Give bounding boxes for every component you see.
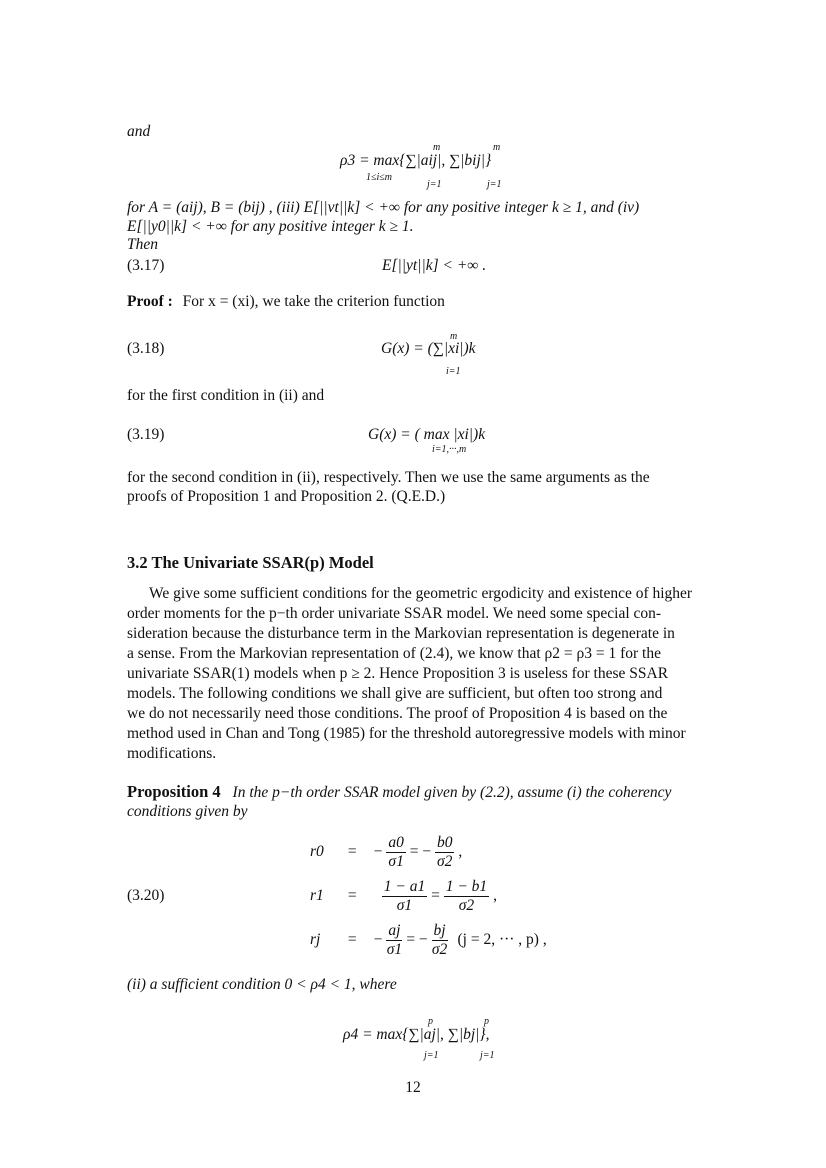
- proof-end-line-2: proofs of Proposition 1 and Proposition 2. (Q.E.D.): [127, 488, 446, 505]
- paragraph-line: models. The following conditions we shall give are sufficient, but often too strong and: [127, 685, 663, 702]
- section-heading: 3.2 The Univariate SSAR(p) Model: [127, 553, 374, 572]
- equation-3-20-row-1: r1 = $\frac{1 - a1}{\sigma 1}$ = $\frac{1 - b1}{\sigma 2}$ ,: [310, 878, 497, 914]
- text-between-equations: for the first condition in (ii) and: [127, 387, 325, 404]
- paragraph-line: We give some sufficient conditions for the geometric ergodicity and existence of higher: [149, 585, 693, 602]
- rho4-sum-top: p: [428, 1016, 433, 1027]
- fraction-b: $\frac{bj}{\sigma 2}$: [431, 922, 448, 958]
- equation-3-19: G(x) = ( max |xi|)k: [368, 426, 486, 443]
- proof-text: For x = (xi), we take the criterion function: [182, 293, 445, 310]
- equation-3-18: G(x) = (∑|xi|)k: [381, 340, 476, 357]
- sum-bottom-limit-2: j=1: [487, 179, 502, 190]
- sum-top-limit: m: [433, 142, 441, 153]
- rho4-sum-bottom-2: j=1: [480, 1050, 495, 1061]
- sum-bottom-limit: j=1: [427, 179, 442, 190]
- condition-line-1: for A = (aij), B = (bij) , (iii) E[||vt||k] < +∞ for any positive integer k ≥ 1, and (iv): [127, 199, 640, 216]
- eq318-sum-bottom: i=1: [446, 366, 461, 377]
- proof-label: Proof :: [127, 293, 173, 310]
- rho4-sum-bottom: j=1: [424, 1050, 439, 1061]
- equation-number-3-17: (3.17): [127, 257, 165, 274]
- proof-end-line-1: for the second condition in (ii), respectively. Then we use the same arguments as the: [127, 469, 650, 486]
- then-label: Then: [127, 236, 158, 253]
- fraction-b: $\frac{b0}{\sigma 2}$: [436, 834, 453, 870]
- page-number: 12: [405, 1079, 421, 1096]
- paragraph-line: order moments for the p−th order univariate SSAR model. We need some special con-: [127, 605, 662, 622]
- paragraph-line: modifications.: [127, 745, 217, 762]
- max-under-limit: 1≤i≤m: [366, 172, 392, 183]
- proposition-4-text: In the p−th order SSAR model given by (2.2), assume (i) the coherency: [232, 784, 672, 801]
- paragraph-line: we do not necessarily need those conditions. The proof of Proposition 4 is based on the: [127, 705, 668, 722]
- fraction-a: $\frac{1 - a1}{\sigma 1}$: [383, 878, 426, 914]
- eq319-max-under: i=1,···,m: [432, 444, 467, 455]
- equation-3-20-row-0: r0 = − $\frac{a0}{\sigma 1}$ = − $\frac{b0}{\sigma 2}$ ,: [310, 834, 463, 870]
- equation-number-3-19: (3.19): [127, 426, 165, 443]
- proposition-4-line-1: [127, 782, 671, 803]
- equation-3-20-row-2: rj = − $\frac{aj}{\sigma 1}$ = − $\frac{bj}{\sigma 2}$ (j = 2, ··· , p) ,: [310, 922, 547, 958]
- paragraph-line: method used in Chan and Tong (1985) for the threshold autoregressive models with minor: [127, 725, 686, 742]
- eq318-sum-top: m: [450, 331, 458, 342]
- paragraph-line: univariate SSAR(1) models when p ≥ 2. Hence Proposition 3 is useless for these SSAR: [127, 665, 669, 682]
- row-lhs: rj: [310, 931, 321, 949]
- row-rel: =: [347, 843, 357, 861]
- fraction-b: $\frac{1 - b1}{\sigma 2}$: [445, 878, 488, 914]
- condition-ii: (ii) a sufficient condition 0 < ρ4 < 1, where: [127, 976, 397, 993]
- fraction-a: $\frac{a0}{\sigma 1}$: [388, 834, 404, 870]
- condition-line-2: E[||y0||k] < +∞ for any positive integer k ≥ 1.: [127, 218, 414, 235]
- fraction-a: $\frac{aj}{\sigma 1}$: [386, 922, 403, 958]
- rho3-formula: ρ3 = max{∑|aij|, ∑|bij|}: [340, 152, 492, 169]
- proposition-4-line-2: conditions given by: [127, 803, 248, 820]
- equation-number-3-18: (3.18): [127, 340, 165, 357]
- section-paragraph: [127, 584, 757, 764]
- paragraph-line: sideration because the disturbance term in the Markovian representation is degenerate in: [127, 625, 675, 642]
- row-lhs: r1: [310, 887, 324, 905]
- equation-3-17: E[||yt||k] < +∞ .: [382, 257, 487, 274]
- proof-line: [127, 292, 445, 312]
- proposition-4-label: Proposition 4: [127, 782, 221, 801]
- row-rel: =: [347, 931, 357, 949]
- equation-number-3-20: (3.20): [127, 887, 165, 904]
- rho4-sum-top-2: p: [484, 1016, 489, 1027]
- row-rel: =: [347, 887, 357, 905]
- row-lhs: r0: [310, 843, 324, 861]
- and-label: and: [127, 123, 151, 140]
- paragraph-line: a sense. From the Markovian representation of (2.4), we know that ρ2 = ρ3 = 1 for the: [127, 645, 661, 662]
- sum-top-limit-2: m: [493, 142, 501, 153]
- rho4-formula: ρ4 = max{∑|aj|, ∑|bj|},: [343, 1026, 490, 1043]
